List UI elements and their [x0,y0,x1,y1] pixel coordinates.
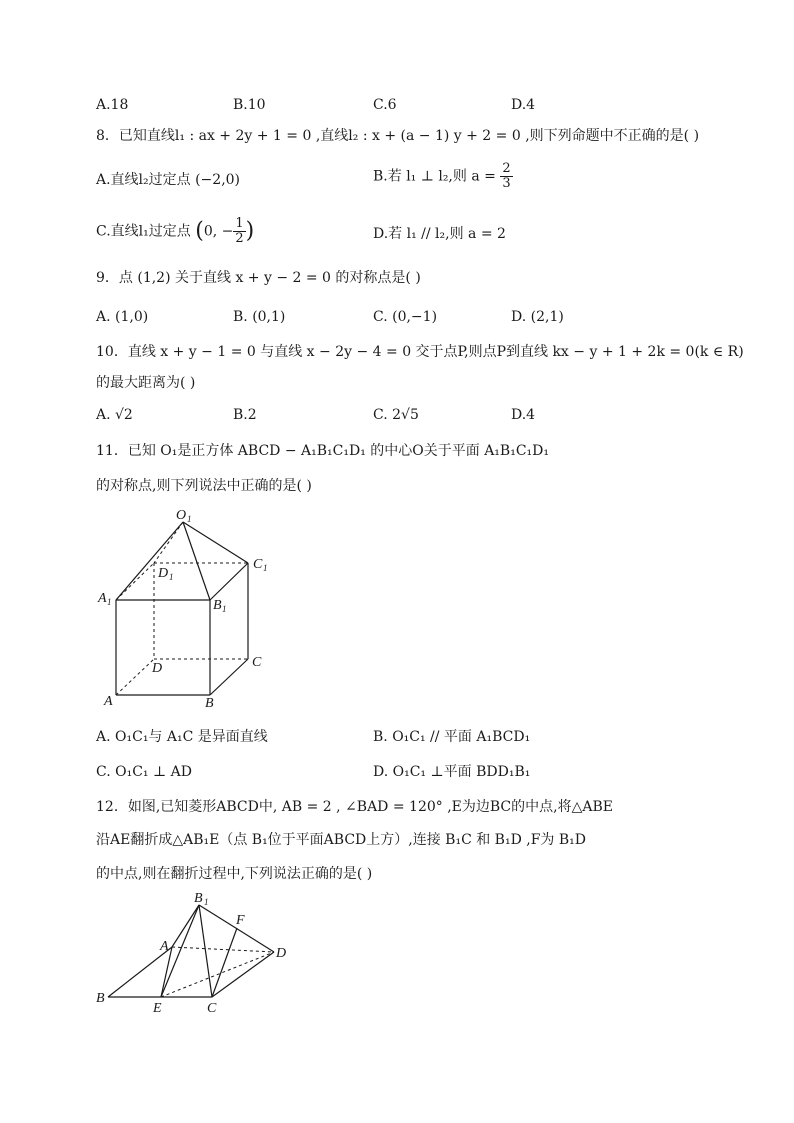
seg-c-d [212,952,274,997]
label-b1-sub: 1 [222,604,227,614]
q10-option-c: C. 2√5 [373,407,419,423]
label-b1: B [194,891,203,906]
edge-b1-c1 [210,563,248,600]
q10-option-a: A. √2 [96,407,133,423]
q8-option-d: D.若 l₁ // l₂,则 a = 2 [373,226,506,242]
label-c1-sub: 1 [263,563,268,573]
q11-cube-figure [90,505,290,711]
seg-f-c [212,928,237,997]
q9-stem: 9．点 (1,2) 关于直线 x + y − 2 = 0 的对称点是( ) [96,270,421,286]
edge-a-d [116,659,154,695]
q11-option-a: A. O₁C₁与 A₁C 是异面直线 [96,729,268,745]
edge-o1-c1 [183,522,248,563]
label-o1: O [176,508,187,523]
q8-b-numerator: 2 [502,161,511,176]
edge-b-c [210,659,248,695]
q12-stem-line2: 沿AE翻折成△AB₁E（点 B₁位于平面ABCD上方）,连接 B₁C 和 B₁D ,F为 B₁D [96,832,586,848]
label-b: B [205,696,214,711]
label-c1: C [253,557,263,572]
q9-option-d: D. (2,1) [511,309,564,325]
label-d: D [276,946,287,961]
q12-stem-line3: 的中点,则在翻折过程中,下列说法正确的是( ) [96,866,373,882]
q7-option-a: A.18 [96,97,129,113]
q10-stem-line2: 的最大距离为( ) [96,375,196,391]
edge-o1-b1 [183,522,210,600]
edge-o1-a1 [116,522,183,600]
q8-b-denominator: 3 [502,176,511,191]
label-a: A [160,939,169,954]
q9-option-a: A. (1,0) [96,309,149,325]
q8-c-denominator: 2 [235,231,244,246]
label-b: B [96,991,105,1006]
q8-option-b-prefix: B.若 l₁ ⊥ l₂,则 a = [373,168,496,185]
label-e: E [153,1001,162,1016]
label-d1-sub: 1 [169,572,174,582]
q10-option-d: D.4 [511,407,536,423]
q8-c-paren-close: ) [245,218,255,244]
q7-option-d: D.4 [511,97,536,113]
label-d: D [152,661,163,676]
q7-option-b: B.10 [233,97,266,113]
q11-option-d: D. O₁C₁ ⊥平面 BDD₁B₁ [373,764,531,780]
seg-b1-a [172,905,199,947]
seg-a-d [172,947,274,952]
label-b1: B [213,598,222,613]
label-f: F [236,913,245,928]
q9-option-b: B. (0,1) [233,309,286,325]
q12-stem-line1: 12．如图,已知菱形ABCD中, AB = 2 , ∠BAD = 120° ,E为边BC的中点,将△ABE [96,799,613,815]
edge-o1-d1 [154,522,183,563]
q8-option-c: C.直线l₁过定点 (0, − $\frac{1}{2}$ ) [96,216,255,246]
label-b1-sub: 1 [204,897,209,907]
q11-stem-line1: 11．已知 O₁是正方体 ABCD − A₁B₁C₁D₁ 的中心O关于平面 A₁B₁C₁D₁ [96,443,549,459]
q8-option-b-fraction [500,162,512,191]
q10-option-b: B.2 [233,407,257,423]
q8-option-a: A.直线l₂过定点 (−2,0) [96,172,241,188]
q10-stem-line1: 10．直线 x + y − 1 = 0 与直线 x − 2y − 4 = 0 交于点P,则点P到直线 kx − y + 1 + 2k = 0(k ∈ R) [96,344,744,360]
q11-option-c: C. O₁C₁ ⊥ AD [96,764,192,780]
seg-e-d [161,952,274,997]
q11-option-b: B. O₁C₁ // 平面 A₁BCD₁ [373,729,531,745]
seg-b1-c [199,905,212,997]
q8-c-paren-open: ( [195,218,204,244]
label-a1-sub: 1 [107,597,112,607]
q9-option-c: C. (0,−1) [373,309,438,325]
q8-option-c-fraction [233,217,245,246]
q12-rhombus-figure [90,890,300,1020]
q11-stem-line2: 的对称点,则下列说法中正确的是( ) [96,478,312,494]
label-c: C [207,1001,217,1016]
q8-c-numerator: 1 [235,216,244,231]
q8-option-b [373,162,513,191]
edge-a1-d1 [116,563,154,600]
label-c: C [252,655,262,670]
q8-option-c-prefix: C.直线l₁过定点 [96,223,191,240]
label-o1-sub: 1 [187,514,192,524]
label-a1: A [98,591,107,606]
label-d1: D [158,566,169,581]
label-a: A [104,694,113,709]
q8-stem: 8．已知直线l₁ : ax + 2y + 1 = 0 ,直线l₂ : x + (a − 1) y + 2 = 0 ,则下列命题中不正确的是( ) [96,128,700,144]
q7-option-c: C.6 [373,97,397,113]
